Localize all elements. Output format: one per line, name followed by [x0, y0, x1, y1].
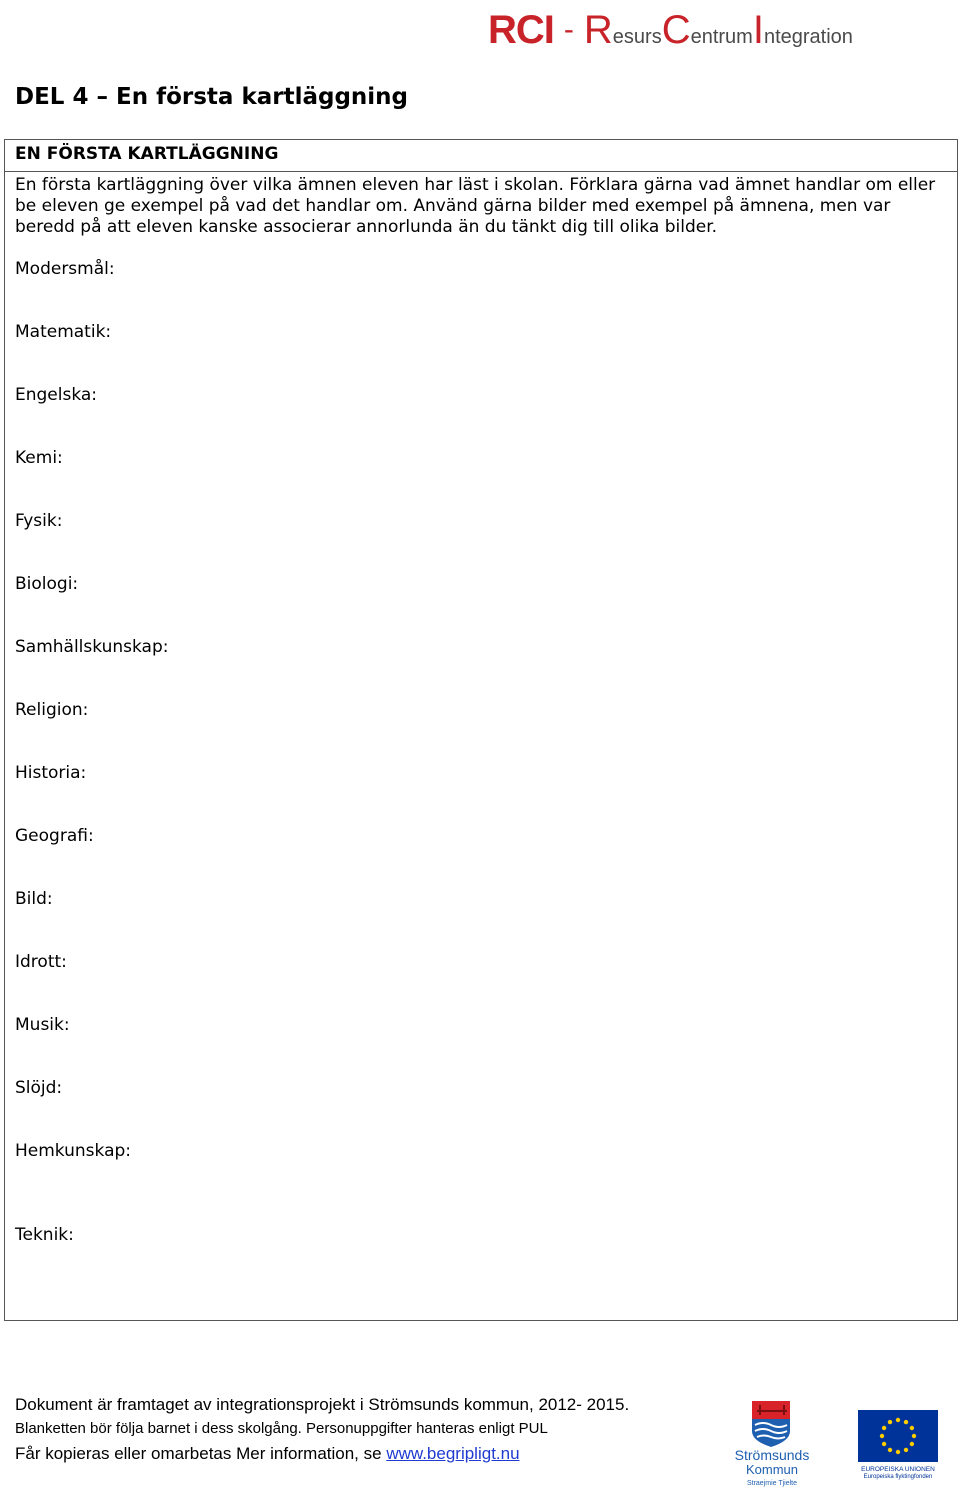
eu-text-1: EUROPEISKA UNIONEN	[861, 1466, 935, 1473]
rci-word1-rest: esurs	[612, 26, 662, 48]
field-slojd[interactable]: Slöjd:	[15, 1078, 63, 1098]
field-historia[interactable]: Historia:	[15, 763, 87, 783]
rci-word2-cap: C	[661, 8, 691, 52]
eu-logo	[856, 1408, 940, 1480]
field-geografi[interactable]: Geografi:	[15, 826, 94, 846]
stromsund-text-3: Straejmie Tjielte	[746, 1480, 798, 1487]
field-biologi[interactable]: Biologi:	[15, 574, 79, 594]
rci-abbr: RCI	[488, 8, 554, 52]
footer-line-3	[15, 1441, 629, 1467]
field-idrott[interactable]: Idrott:	[15, 952, 67, 972]
box-header: EN FÖRSTA KARTLÄGGNING	[5, 140, 957, 172]
rci-word3-cap: I	[752, 8, 764, 52]
website-link[interactable]: www.begripligt.nu	[386, 1444, 520, 1463]
field-musik[interactable]: Musik:	[15, 1015, 70, 1035]
footer-line-1: Dokument är framtaget av integrationsprojekt i Strömsunds kommun, 2012- 2015.	[15, 1395, 630, 1414]
stromsund-text-2: Kommun	[745, 1462, 799, 1477]
rci-word1-cap: R	[583, 8, 613, 52]
field-modersmal[interactable]: Modersmål:	[15, 259, 115, 279]
form-box	[4, 139, 958, 1321]
rci-logo	[488, 6, 888, 50]
field-bild[interactable]: Bild:	[15, 889, 53, 909]
field-engelska[interactable]: Engelska:	[15, 385, 98, 405]
footer-line-2: Blanketten bör följa barnet i dess skolgång. Personuppgifter hanteras enligt PUL	[15, 1420, 548, 1437]
field-religion[interactable]: Religion:	[15, 700, 89, 720]
field-matematik[interactable]: Matematik:	[15, 322, 112, 342]
footer	[15, 1393, 629, 1467]
rci-word3-rest: ntegration	[763, 26, 853, 48]
footer-line-3-text: Får kopieras eller omarbetas Mer information, se	[15, 1444, 387, 1463]
eu-text-2: Europeiska flyktingfonden	[863, 1474, 933, 1480]
intro-text: En första kartläggning över vilka ämnen eleven har läst i skolan. Förklara gärna vad ämnet handlar om eller be eleven ge exempel på vad det handlar om. Använd gärna bilder med exempel på ämnena, men var beredd på att eleven kanske associerar annorlunda än du tänkt dig till olika bilder.	[15, 175, 936, 237]
field-hemkunskap[interactable]: Hemkunskap:	[15, 1141, 132, 1161]
rci-separator: -	[563, 13, 574, 46]
page-title: DEL 4 – En första kartläggning	[15, 84, 409, 110]
field-teknik[interactable]: Teknik:	[15, 1225, 74, 1245]
field-fysik[interactable]: Fysik:	[15, 511, 63, 531]
stromsund-text-1: Strömsunds	[734, 1447, 810, 1463]
field-samhallskunskap[interactable]: Samhällskunskap:	[15, 637, 169, 657]
rci-word2-rest: entrum	[690, 26, 753, 48]
stromsund-kommun-logo	[733, 1399, 811, 1489]
field-kemi[interactable]: Kemi:	[15, 448, 63, 468]
